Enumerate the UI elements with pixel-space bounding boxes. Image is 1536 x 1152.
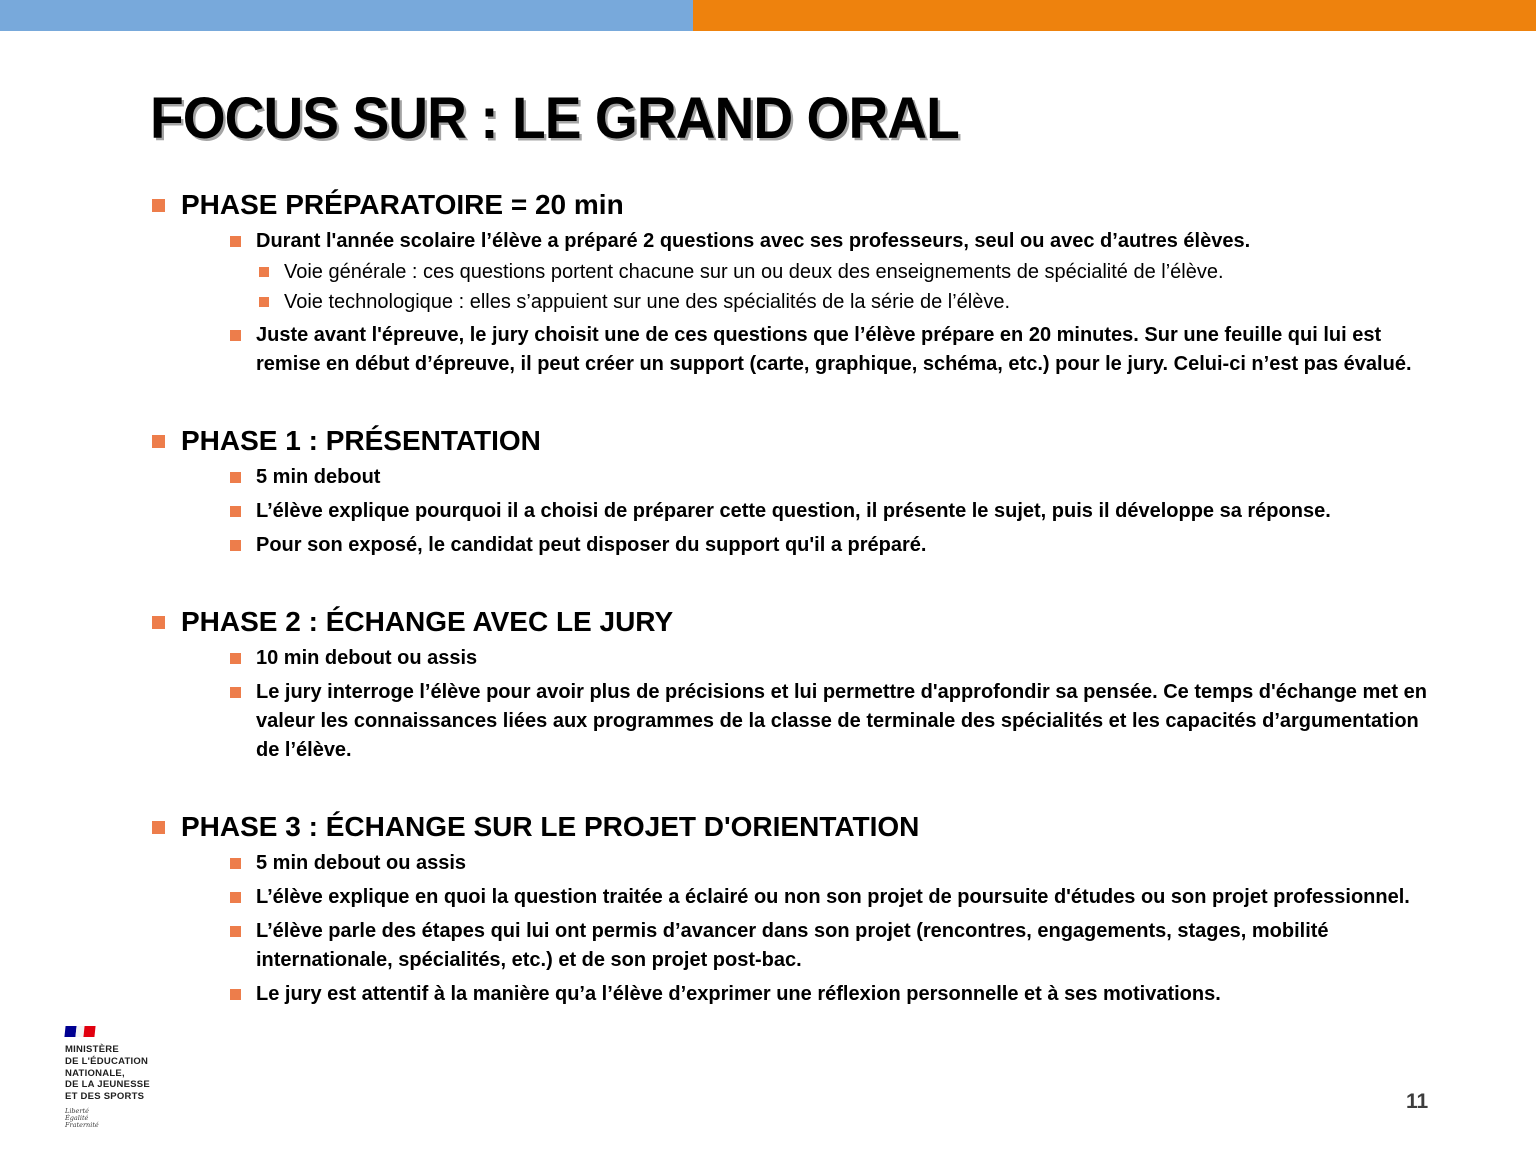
list-item — [152, 678, 1441, 765]
french-flag-icon — [64, 1026, 95, 1037]
section-heading-row — [152, 810, 1441, 844]
bullet-square-icon — [230, 472, 241, 483]
list-item — [152, 644, 1441, 673]
section-heading-row — [152, 188, 1441, 222]
bullet-square-icon — [230, 892, 241, 903]
bullet-square-icon — [152, 821, 165, 834]
bullet-square-icon — [230, 989, 241, 1000]
list-item — [152, 531, 1441, 560]
list-item-text: L’élève explique en quoi la question traitée a éclairé ou non son projet de poursuite d'études ou son projet professionnel. — [256, 886, 1410, 908]
list-item — [152, 321, 1441, 379]
list-item-text: 10 min debout ou assis — [256, 647, 478, 669]
list-item — [152, 849, 1441, 878]
list-item-text: L’élève parle des étapes qui lui ont permis d’avancer dans son projet (rencontres, engagements, stages, mobilité internationale, spécialités, etc.) et de son projet post-bac. — [256, 920, 1329, 971]
list-item-text: Le jury interroge l’élève pour avoir plus de précisions et lui permettre d'approfondir sa pensée. Ce temps d'échange met en valeur les connaissances liées aux programmes de la classe de terminale des spécialités et les capacités d’argumentation de l’élève. — [256, 681, 1427, 761]
page-number: 11 — [1406, 1090, 1429, 1113]
list-item-text: L’élève explique pourquoi il a choisi de préparer cette question, il présente le sujet, puis il développe sa réponse. — [256, 500, 1331, 522]
bullet-square-icon — [152, 616, 165, 629]
list-item — [152, 497, 1441, 526]
section-heading: PHASE 2 : ÉCHANGE AVEC LE JURY — [181, 606, 674, 637]
list-item — [152, 227, 1441, 256]
bullet-square-icon — [230, 858, 241, 869]
bullet-square-icon — [230, 687, 241, 698]
section-phase-3 — [152, 810, 1441, 1009]
bullet-square-icon — [152, 435, 165, 448]
bullet-square-icon — [259, 267, 269, 277]
section-heading: PHASE 1 : PRÉSENTATION — [181, 425, 541, 456]
list-item-text: 5 min debout — [256, 466, 381, 488]
bullet-square-icon — [230, 236, 241, 247]
slide-content — [0, 188, 1536, 1009]
list-item — [152, 883, 1441, 912]
bullet-square-icon — [230, 653, 241, 664]
ministry-logo — [65, 1026, 245, 1129]
bullet-square-icon — [230, 926, 241, 937]
bullet-square-icon — [230, 540, 241, 551]
bullet-square-icon — [152, 199, 165, 212]
list-item — [152, 917, 1441, 975]
section-phase-2 — [152, 605, 1441, 765]
list-item-text: Pour son exposé, le candidat peut disposer du support qu'il a préparé. — [256, 534, 927, 556]
list-item-text: Juste avant l'épreuve, le jury choisit une de ces questions que l’élève prépare en 20 minutes. Sur une feuille qui lui est remise en début d’épreuve, il peut créer un support (carte, graphique, schéma, etc.) pour le jury. Celui-ci n’est pas évalué. — [256, 324, 1412, 375]
bullet-square-icon — [230, 330, 241, 341]
list-item — [152, 288, 1441, 316]
section-heading: PHASE PRÉPARATOIRE = 20 min — [181, 189, 624, 220]
list-item-text: Voie technologique : elles s’appuient sur une des spécialités de la série de l’élève. — [284, 291, 1011, 313]
header-bar-orange — [693, 0, 1536, 31]
section-heading-row — [152, 424, 1441, 458]
header-bar-blue — [0, 0, 693, 31]
republic-motto: Liberté Égalité Fraternité — [65, 1106, 99, 1129]
section-phase-1 — [152, 424, 1441, 560]
section-heading-row — [152, 605, 1441, 639]
slide-title: FOCUS SUR : LE GRAND ORAL — [150, 86, 959, 151]
list-item — [152, 463, 1441, 492]
header-bars — [0, 0, 1536, 31]
list-item — [152, 980, 1441, 1009]
ministry-name: MINISTÈRE DE L'ÉDUCATION NATIONALE, DE LA JEUNESSE ET DES SPORTS — [65, 1044, 150, 1103]
section-heading: PHASE 3 : ÉCHANGE SUR LE PROJET D'ORIENTATION — [181, 811, 920, 842]
list-item — [152, 258, 1441, 286]
list-item-text: Le jury est attentif à la manière qu’a l’élève d’exprimer une réflexion personnelle et à ses motivations. — [256, 983, 1221, 1005]
section-phase-preparatoire — [152, 188, 1441, 379]
bullet-square-icon — [230, 506, 241, 517]
list-item-text: Voie générale : ces questions portent chacune sur un ou deux des enseignements de spécialité de l’élève. — [284, 261, 1224, 283]
bullet-square-icon — [259, 297, 269, 307]
list-item-text: 5 min debout ou assis — [256, 852, 467, 874]
list-item-text: Durant l'année scolaire l’élève a préparé 2 questions avec ses professeurs, seul ou avec d’autres élèves. — [256, 230, 1251, 252]
